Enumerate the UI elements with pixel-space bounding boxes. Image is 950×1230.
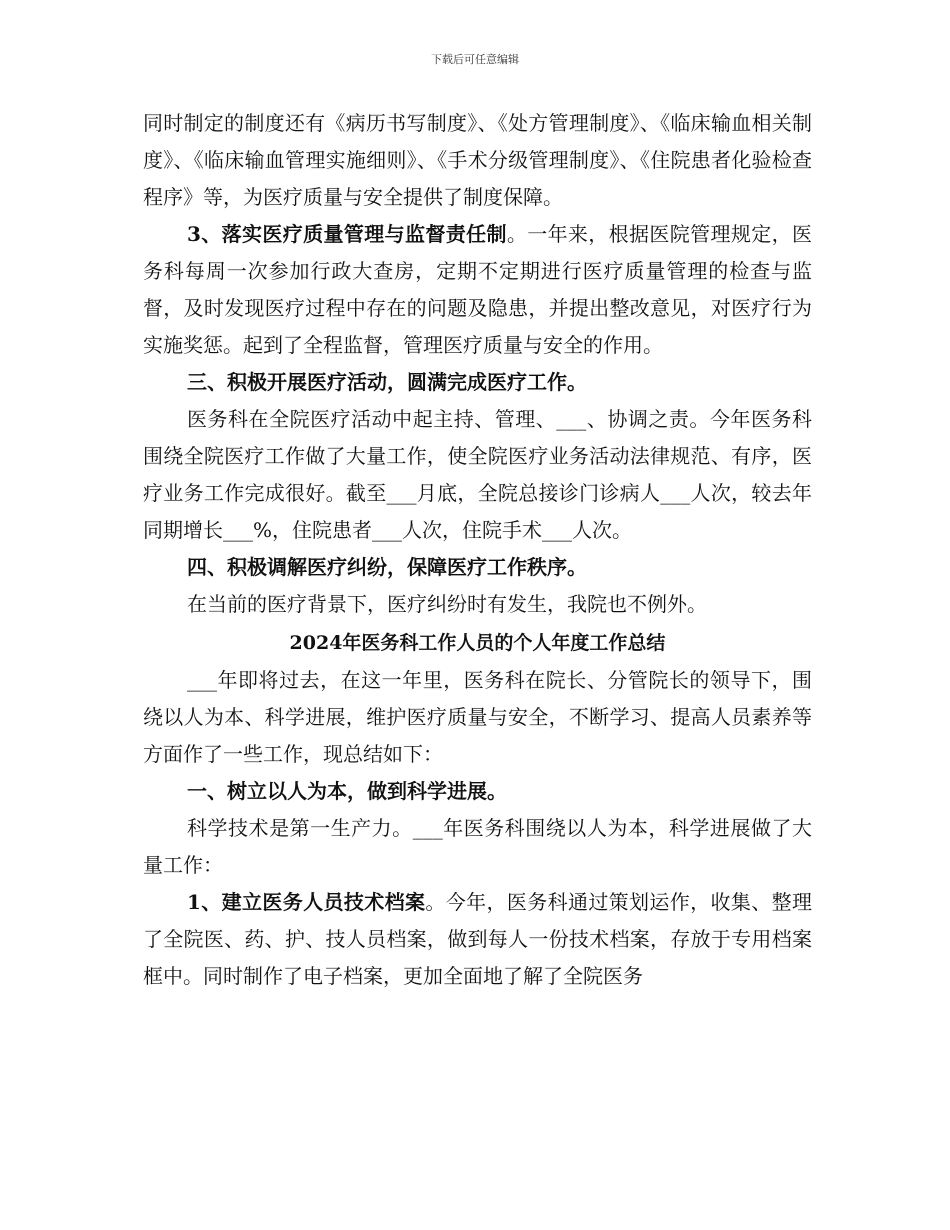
- document-body: [143, 105, 812, 995]
- paragraph-supervision-text: 。一年来，根据医院管理规定，医务科每周一次参加行政大查房，定期不定期进行医疗质量管理的检查与监督，及时发现医疗过程中存在的问题及隐患，并提出整改意见，对医疗行为实施奖惩。起到了全程监督，管理医疗质量与安全的作用。: [143, 222, 812, 357]
- section-heading-archives: 1、建立医务人员技术档案: [187, 890, 426, 914]
- paragraph-regulations: 同时制定的制度还有《病历书写制度》、《处方管理制度》、《临床输血相关制度》、《临床输血管理实施细则》、《手术分级管理制度》、《住院患者化验检查程序》等，为医疗质量与安全提供了制度保障。: [143, 111, 812, 209]
- paragraph-supervision: [143, 216, 812, 364]
- paragraph-archives-text: 。今年，医务科通过策划运作，收集、整理了全院医、药、护、技人员档案，做到每人一份技术档案，存放于专用档案框中。同时制作了电子档案，更加全面地了解了全院医务: [143, 890, 813, 988]
- paragraph-intro: ___年即将过去，在这一年里，医务科在院长、分管院长的领导下，围绕以人为本、科学进展，维护医疗质量与安全，不断学习、提高人员素养等方面作了一些工作，现总结如下：: [143, 668, 812, 766]
- paragraph-science: 科学技术是第一生产力。___年医务科围绕以人为本，科学进展做了大量工作：: [143, 816, 812, 877]
- page-header: 下载后可任意编辑: [431, 53, 519, 66]
- section-heading-supervision: 3、落实医疗质量管理与监督责任制: [187, 222, 507, 246]
- paragraph-medical-activities: 医务科在全院医疗活动中起主持、管理、___、协调之责。今年医务科围绕全院医疗工作做了大量工作，使全院医疗业务活动法律规范、有序，医疗业务工作完成很好。截至___月底，全院总接诊门诊病人___人次，较去年同期增长___%，住院患者___人次，住院手术___人次。: [143, 407, 812, 542]
- section-heading-disputes: 四、积极调解医疗纠纷，保障医疗工作秩序。: [187, 555, 587, 579]
- document-title: 2024年医务科工作人员的个人年度工作总结: [289, 632, 666, 654]
- section-heading-people-oriented: 一、树立以人为本，做到科学进展。: [187, 779, 507, 803]
- paragraph-disputes: 在当前的医疗背景下，医疗纠纷时有发生，我院也不例外。: [187, 592, 707, 616]
- paragraph-archives: [143, 884, 812, 995]
- section-heading-medical-activities: 三、积极开展医疗活动，圆满完成医疗工作。: [187, 370, 587, 394]
